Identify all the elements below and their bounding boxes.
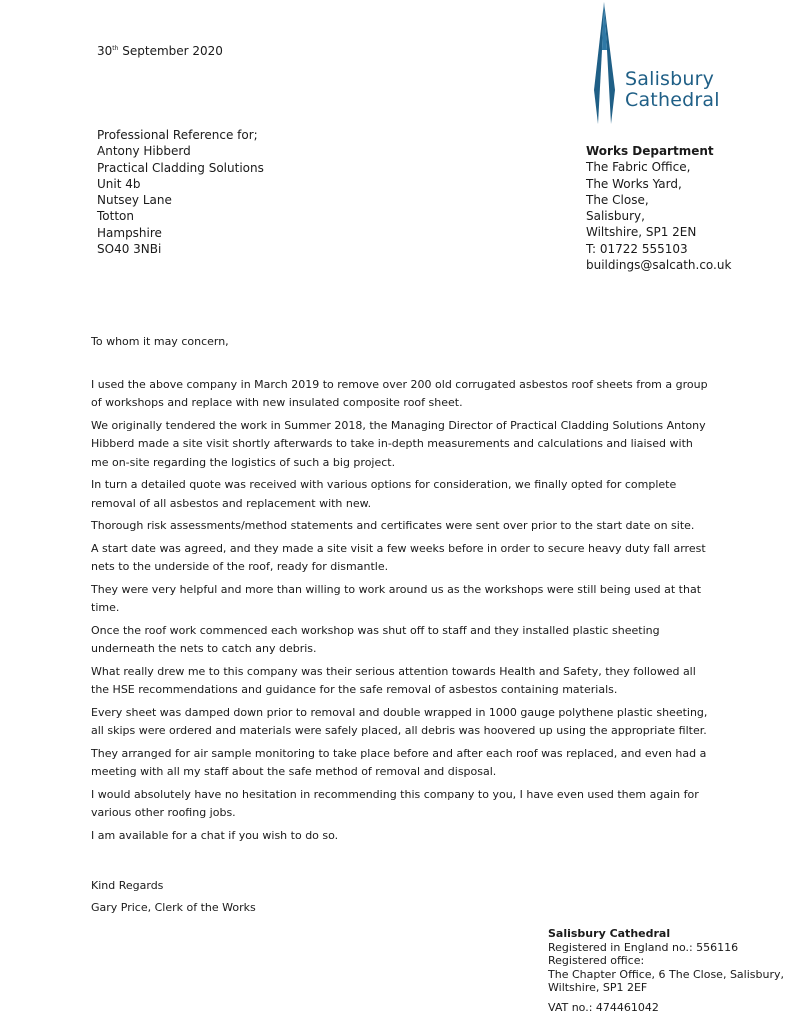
recipient-address bbox=[97, 127, 264, 257]
body-paragraph: In turn a detailed quote was received with various options for consideration, we finally opted for complete removal of all asbestos and replacement with new. bbox=[91, 478, 677, 510]
footer-name: Salisbury Cathedral bbox=[548, 927, 671, 940]
footer-office-line: Wiltshire, SP1 2EF bbox=[548, 981, 648, 994]
footer-office-line: The Chapter Office, 6 The Close, Salisbury, bbox=[548, 967, 784, 981]
sender-line: Salisbury, bbox=[586, 209, 645, 224]
date-suffix: th bbox=[112, 45, 119, 52]
body-paragraph: They were very helpful and more than willing to work around us as the workshops were still being used at that time. bbox=[91, 582, 702, 614]
signature: Gary Price, Clerk of the Works bbox=[91, 901, 256, 914]
recipient-line: SO40 3NBi bbox=[97, 242, 162, 257]
sender-department: Works Department bbox=[586, 144, 714, 158]
footer-office-label: Registered office: bbox=[548, 954, 645, 967]
body-paragraph: Once the roof work commenced each workshop was shut off to staff and they installed plastic sheeting underneath the nets to catch any debris. bbox=[91, 623, 660, 655]
letter-date bbox=[97, 44, 223, 58]
body-paragraph: I would absolutely have no hesitation in recommending this company to you, I have even used them again for various other roofing jobs. bbox=[91, 787, 699, 819]
recipient-line: Hampshire bbox=[97, 225, 162, 240]
footer-registration bbox=[548, 927, 784, 1014]
sender-line: Wiltshire, SP1 2EN bbox=[586, 225, 697, 240]
salutation: To whom it may concern, bbox=[91, 335, 229, 348]
sender-line: The Fabric Office, bbox=[586, 160, 691, 175]
body-paragraph: Every sheet was damped down prior to removal and double wrapped in 1000 gauge polythene plastic sheeting, all skips were ordered and materials were safely placed, all debris was hoovered up using the appropriate filter. bbox=[91, 705, 708, 737]
recipient-line: Unit 4b bbox=[97, 176, 141, 191]
sender-line: The Close, bbox=[586, 192, 649, 207]
letter-body bbox=[91, 333, 711, 849]
body-paragraph: I used the above company in March 2019 to remove over 200 old corrugated asbestos roof sheets from a group of workshops and replace with new insulated composite roof sheet. bbox=[91, 377, 708, 409]
sender-email: buildings@salcath.co.uk bbox=[586, 258, 732, 273]
body-paragraph: I am available for a chat if you wish to do so. bbox=[91, 828, 339, 842]
recipient-line: Professional Reference for; bbox=[97, 128, 258, 142]
body-paragraph: A start date was agreed, and they made a site visit a few weeks before in order to secure heavy duty fall arrest nets to the underside of the roof, ready for dismantle. bbox=[91, 541, 706, 573]
logo-line-1: Salisbury bbox=[625, 68, 715, 90]
footer-registered: Registered in England no.: 556116 bbox=[548, 940, 739, 954]
footer-vat: VAT no.: 474461042 bbox=[548, 1000, 659, 1014]
body-paragraph: Thorough risk assessments/method statements and certificates were sent over prior to the start date on site. bbox=[91, 519, 695, 532]
sender-line: The Works Yard, bbox=[586, 176, 682, 191]
recipient-line: Antony Hibberd bbox=[97, 144, 191, 159]
recipient-line: Totton bbox=[97, 209, 134, 224]
sender-address bbox=[586, 143, 731, 273]
recipient-line: Practical Cladding Solutions bbox=[97, 160, 264, 175]
salisbury-cathedral-logo bbox=[585, 0, 735, 125]
sender-phone: T: 01722 555103 bbox=[586, 241, 688, 256]
sign-off: Kind Regards bbox=[91, 879, 164, 892]
body-paragraph: What really drew me to this company was their serious attention towards Health and Safety, they followed all the HSE recommendations and guidance for the safe removal of asbestos containing materials. bbox=[91, 664, 696, 696]
logo-line-2: Cathedral bbox=[625, 89, 720, 111]
recipient-line: Nutsey Lane bbox=[97, 193, 172, 208]
date-rest: September 2020 bbox=[118, 44, 223, 58]
body-paragraph: We originally tendered the work in Summer 2018, the Managing Director of Practical Cladding Solutions Antony Hibberd made a site visit shortly afterwards to take in-depth measurements and calculations and liaised with me on-site regarding the logistics of such a big project. bbox=[91, 418, 706, 469]
closing bbox=[91, 875, 256, 919]
date-day: 30 bbox=[97, 44, 113, 58]
body-paragraph: They arranged for air sample monitoring to take place before and after each roof was replaced, and even had a meeting with all my staff about the safe method of removal and disposal. bbox=[91, 746, 707, 778]
